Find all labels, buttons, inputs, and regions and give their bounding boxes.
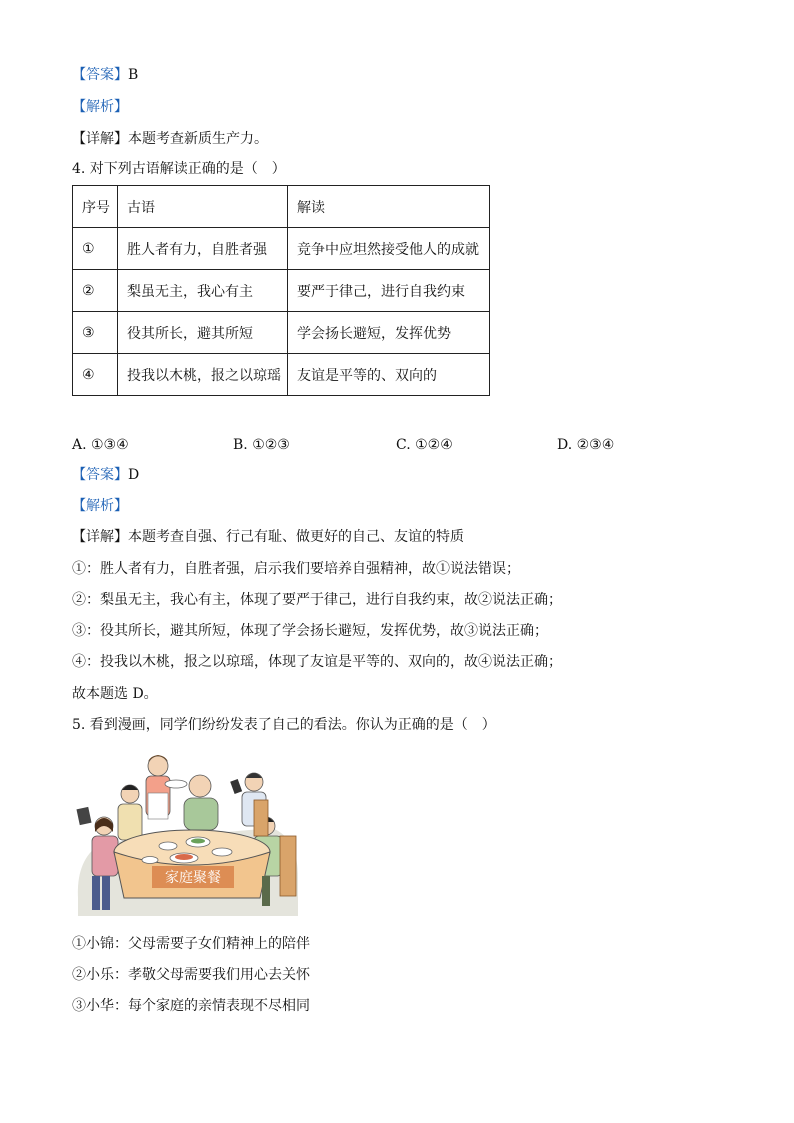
q5-stem: 5. 看到漫画，同学们纷纷发表了自己的看法。你认为正确的是（ ） (72, 717, 496, 733)
statement-2: ②小乐：孝敬父母需要我们用心去关怀 (72, 967, 310, 983)
answer-tag: 【答案】 (72, 67, 128, 83)
table-cell: 投我以木桃，报之以琼瑶 (118, 354, 288, 396)
answer-tag: 【答案】 (72, 467, 128, 483)
table-cell: 竞争中应坦然接受他人的成就 (288, 228, 490, 270)
table-header-row (73, 186, 490, 228)
detail-text: 本题考查新质生产力。 (128, 131, 268, 147)
option-c: C. ①②④ (396, 437, 453, 453)
explanation-line: ①：胜人者有力，自胜者强，启示我们要培养自强精神，故①说法错误； (72, 561, 520, 577)
q3-answer-line (72, 64, 138, 86)
q4-table (72, 185, 490, 396)
q4-answer-line (72, 464, 139, 486)
table-row (73, 228, 490, 270)
conclusion-line: 故本题选 D。 (72, 686, 158, 702)
option-b: B. ①②③ (233, 437, 290, 453)
explanation-line: ③：役其所长，避其所短，体现了学会扬长避短，发挥优势，故③说法正确； (72, 623, 548, 639)
q3-analysis-line (72, 96, 128, 118)
table-row (73, 312, 490, 354)
analysis-tag: 【解析】 (72, 99, 128, 115)
answer-value: D (128, 467, 140, 483)
statement-3: ③小华：每个家庭的亲情表现不尽相同 (72, 998, 310, 1014)
table-cell: 要严于律己，进行自我约束 (288, 270, 490, 312)
q4-analysis-line (72, 495, 128, 517)
q4-stem: 4. 对下列古语解读正确的是（ ） (72, 161, 286, 177)
table-cell: 梨虽无主，我心有主 (118, 270, 288, 312)
table-cell: ① (73, 228, 118, 270)
detail-text: 本题考查自强、行己有耻、做更好的自己、友谊的特质 (128, 529, 464, 545)
table-header-cell: 解读 (288, 186, 490, 228)
family-dinner-cartoon (72, 748, 300, 920)
table-header-cell: 序号 (73, 186, 118, 228)
option-d: D. ②③④ (557, 437, 615, 453)
table-cell: ② (73, 270, 118, 312)
table-cell: 学会扬长避短，发挥优势 (288, 312, 490, 354)
table-cell: ④ (73, 354, 118, 396)
answer-value: B (128, 67, 139, 83)
statement-1: ①小锦：父母需要子女们精神上的陪伴 (72, 936, 310, 952)
table-cell: 友谊是平等的、双向的 (288, 354, 490, 396)
explanation-line: ②：梨虽无主，我心有主，体现了要严于律己，进行自我约束，故②说法正确； (72, 592, 562, 608)
table-cell: 役其所长，避其所短 (118, 312, 288, 354)
option-a: A. ①③④ (72, 437, 129, 453)
detail-tag: 【详解】 (72, 529, 128, 545)
table-row (73, 354, 490, 396)
analysis-tag: 【解析】 (72, 498, 128, 514)
q4-detail-line (72, 526, 464, 548)
table-cell: ③ (73, 312, 118, 354)
table-row (73, 270, 490, 312)
table-header-cell: 古语 (118, 186, 288, 228)
q3-detail-line (72, 128, 268, 150)
table-cell: 胜人者有力，自胜者强 (118, 228, 288, 270)
cartoon-banner: 家庭聚餐 (165, 870, 221, 886)
explanation-line: ④：投我以木桃，报之以琼瑶，体现了友谊是平等的、双向的，故④说法正确； (72, 654, 562, 670)
detail-tag: 【详解】 (72, 131, 128, 147)
